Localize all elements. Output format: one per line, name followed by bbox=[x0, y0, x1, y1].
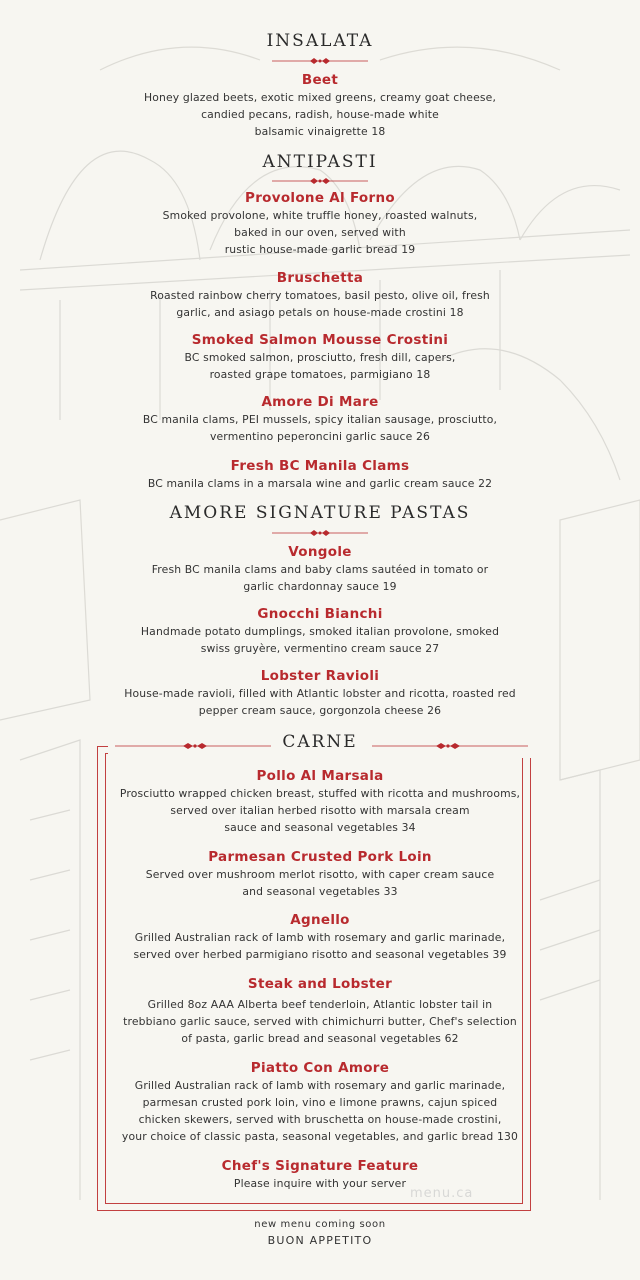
menu-item bbox=[0, 976, 640, 1047]
description-line: sauce and seasonal vegetables 34 bbox=[224, 821, 416, 834]
description-line: BC manila clams in a marsala wine and garlic cream sauce 22 bbox=[147, 477, 493, 490]
item-description bbox=[40, 349, 600, 383]
description-line: baked in our oven, served with bbox=[234, 226, 406, 239]
menu-item bbox=[0, 1060, 640, 1145]
menu-item bbox=[0, 394, 640, 445]
item-description bbox=[40, 785, 600, 836]
item-description bbox=[40, 475, 600, 492]
description-line: balsamic vinaigrette 18 bbox=[254, 125, 386, 138]
item-name: Gnocchi Bianchi bbox=[257, 606, 383, 622]
item-name: Piatto Con Amore bbox=[250, 1060, 390, 1076]
menu-item bbox=[0, 1158, 640, 1192]
item-name: Agnello bbox=[290, 912, 350, 928]
menu-item bbox=[0, 912, 640, 963]
description-line: Smoked provolone, white truffle honey, roasted walnuts, bbox=[162, 209, 478, 222]
section-title-pastas: AMORE SIGNATURE PASTAS bbox=[169, 503, 471, 523]
description-line: Served over mushroom merlot risotto, with caper cream sauce bbox=[145, 868, 495, 881]
item-description bbox=[40, 866, 600, 900]
item-description bbox=[40, 623, 600, 657]
item-description bbox=[40, 685, 600, 719]
section-title-antipasti: ANTIPASTI bbox=[262, 152, 378, 172]
item-description bbox=[40, 929, 600, 963]
description-line: pepper cream sauce, gorgonzola cheese 26 bbox=[198, 704, 442, 717]
description-line: roasted grape tomatoes, parmigiano 18 bbox=[209, 368, 431, 381]
menu-item bbox=[0, 190, 640, 258]
description-line: Honey glazed beets, exotic mixed greens, creamy goat cheese, bbox=[143, 91, 497, 104]
description-line: BC smoked salmon, prosciutto, fresh dill, capers, bbox=[184, 351, 456, 364]
description-line: Handmade potato dumplings, smoked italian provolone, smoked bbox=[140, 625, 500, 638]
item-description bbox=[40, 996, 600, 1047]
item-description bbox=[40, 207, 600, 258]
item-description bbox=[40, 287, 600, 321]
description-line: rustic house-made garlic bread 19 bbox=[224, 243, 416, 256]
item-description bbox=[40, 411, 600, 445]
menu-item bbox=[0, 544, 640, 595]
description-line: Please inquire with your server bbox=[233, 1177, 407, 1190]
menu-item bbox=[0, 606, 640, 657]
item-description bbox=[40, 1175, 600, 1192]
item-name: Fresh BC Manila Clams bbox=[230, 458, 410, 474]
divider-ornament-icon bbox=[270, 56, 370, 66]
menu-item bbox=[0, 332, 640, 383]
description-line: trebbiano garlic sauce, served with chimichurri butter, Chef's selection bbox=[123, 1015, 517, 1028]
description-line: Fresh BC manila clams and baby clams sautéed in tomato or bbox=[151, 563, 489, 576]
menu-item bbox=[0, 849, 640, 900]
menu-item bbox=[0, 458, 640, 492]
divider-ornament-icon bbox=[270, 176, 370, 186]
description-line: served over herbed parmigiano risotto and seasonal vegetables 39 bbox=[133, 948, 507, 961]
item-name: Chef's Signature Feature bbox=[221, 1158, 419, 1174]
description-line: candied pecans, radish, house-made white bbox=[201, 108, 439, 121]
description-line: garlic, and asiago petals on house-made crostini 18 bbox=[176, 306, 464, 319]
item-name: Bruschetta bbox=[276, 270, 364, 286]
description-line: vermentino peperoncini garlic sauce 26 bbox=[209, 430, 431, 443]
description-line: garlic chardonnay sauce 19 bbox=[243, 580, 397, 593]
description-line: your choice of classic pasta, seasonal vegetables, and garlic bread 130 bbox=[121, 1130, 519, 1143]
description-line: House-made ravioli, filled with Atlantic lobster and ricotta, roasted red bbox=[124, 687, 516, 700]
description-line: Grilled 8oz AAA Alberta beef tenderloin, Atlantic lobster tail in bbox=[147, 998, 493, 1011]
item-name: Lobster Ravioli bbox=[260, 668, 380, 684]
item-description bbox=[40, 89, 600, 140]
footer-note: new menu coming soon bbox=[254, 1219, 386, 1230]
item-name: Provolone Al Forno bbox=[245, 190, 395, 206]
item-name: Vongole bbox=[288, 544, 352, 560]
description-line: and seasonal vegetables 33 bbox=[242, 885, 398, 898]
item-description bbox=[40, 1077, 600, 1145]
menu-item bbox=[0, 768, 640, 836]
item-name: Parmesan Crusted Pork Loin bbox=[208, 849, 432, 865]
description-line: Grilled Australian rack of lamb with rosemary and garlic marinade, bbox=[134, 931, 506, 944]
menu-item bbox=[0, 668, 640, 719]
description-line: Roasted rainbow cherry tomatoes, basil pesto, olive oil, fresh bbox=[150, 289, 490, 302]
divider-ornament-icon bbox=[270, 528, 370, 538]
description-line: chicken skewers, served with bruschetta on house-made crostini, bbox=[138, 1113, 502, 1126]
footer-signoff: BUON APPETITO bbox=[267, 1234, 373, 1247]
item-name: Beet bbox=[301, 72, 339, 88]
description-line: parmesan crusted pork loin, vino e limone prawns, cajun spiced bbox=[142, 1096, 498, 1109]
footer bbox=[0, 1219, 640, 1247]
description-line: swiss gruyère, vermentino cream sauce 27 bbox=[200, 642, 440, 655]
menu-item bbox=[0, 72, 640, 140]
description-line: BC manila clams, PEI mussels, spicy italian sausage, prosciutto, bbox=[142, 413, 498, 426]
item-name: Pollo Al Marsala bbox=[256, 768, 384, 784]
description-line: of pasta, garlic bread and seasonal vegetables 62 bbox=[181, 1032, 459, 1045]
item-name: Steak and Lobster bbox=[247, 976, 393, 992]
item-name: Smoked Salmon Mousse Crostini bbox=[191, 332, 449, 348]
item-description bbox=[40, 561, 600, 595]
section-title-insalata: INSALATA bbox=[266, 31, 374, 51]
menu-item bbox=[0, 270, 640, 321]
watermark: menu.ca bbox=[410, 1186, 474, 1201]
description-line: Grilled Australian rack of lamb with rosemary and garlic marinade, bbox=[134, 1079, 506, 1092]
section-title-carne: CARNE bbox=[282, 732, 358, 752]
item-name: Amore Di Mare bbox=[261, 394, 379, 410]
description-line: Prosciutto wrapped chicken breast, stuffed with ricotta and mushrooms, bbox=[119, 787, 521, 800]
description-line: served over italian herbed risotto with marsala cream bbox=[170, 804, 470, 817]
